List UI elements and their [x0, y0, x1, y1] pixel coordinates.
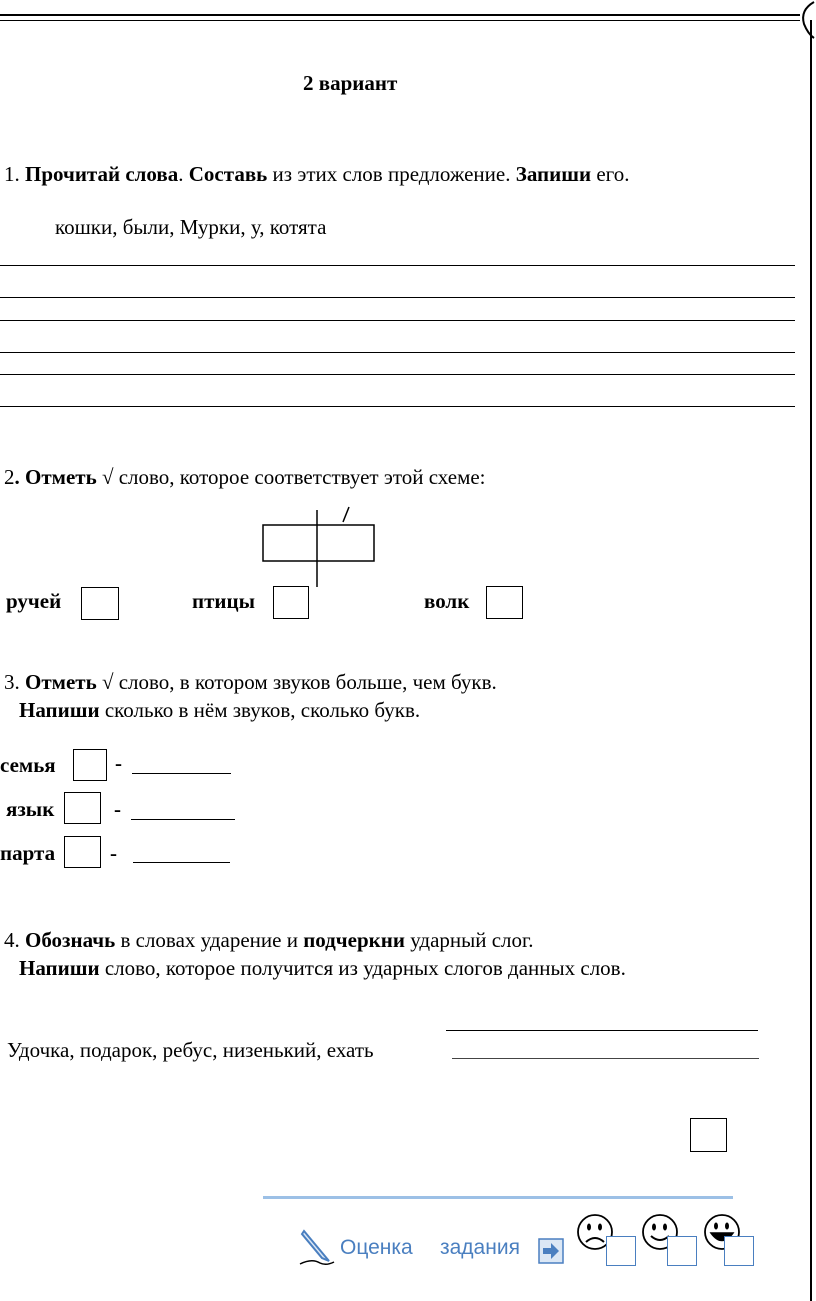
checkbox-ruchey[interactable]	[81, 587, 119, 620]
option-word-ptitsy: птицы	[192, 589, 256, 613]
option-word-volk: волк	[424, 589, 470, 613]
checkbox-parta[interactable]	[64, 836, 101, 868]
task4-number: 4.	[4, 928, 20, 952]
writing-line[interactable]	[0, 297, 795, 298]
task2-text: √ слово, которое соответствует этой схеме:	[101, 465, 486, 489]
footer-label-ocenka: Оценка	[340, 1236, 413, 1259]
task4-instruction-line2	[19, 956, 626, 981]
task3-text1: √ слово, в котором звуков больше, чем букв.	[101, 670, 497, 694]
answer-blank-semya[interactable]	[132, 773, 231, 774]
writing-line[interactable]	[0, 320, 795, 321]
footer-divider	[263, 1196, 733, 1199]
footer-label-zadaniya: задания	[440, 1236, 520, 1259]
dash: -	[114, 797, 121, 821]
task1-read-words: Прочитай слова	[25, 162, 179, 186]
task4-underline: подчеркни	[303, 928, 405, 952]
task4-mark-stress: Обозначь	[25, 928, 116, 952]
writing-line[interactable]	[0, 352, 795, 353]
answer-blank-parta[interactable]	[133, 862, 230, 863]
task3-mark: Отметь	[25, 670, 97, 694]
task4-instruction-line1	[4, 928, 534, 953]
writing-line[interactable]	[0, 374, 795, 375]
dash: -	[115, 751, 122, 775]
task1-instruction	[4, 162, 630, 187]
task4-write: Напиши	[19, 956, 100, 980]
page-curl-icon	[796, 0, 816, 40]
word-scheme-diagram	[255, 505, 385, 590]
page-border-top	[0, 14, 800, 21]
word-semya: семья	[0, 753, 56, 777]
rating-box-happy[interactable]	[724, 1236, 754, 1266]
task4-words: Удочка, подарок, ребус, низенький, ехать	[7, 1038, 374, 1062]
task2-instruction	[4, 465, 486, 490]
task4-text3: слово, которое получится из ударных слогов данных слов.	[104, 956, 626, 980]
option-word-ruchey: ручей	[6, 589, 62, 613]
checkbox-ptitsy[interactable]	[273, 586, 309, 619]
task1-dot: .	[178, 162, 184, 186]
task1-words: кошки, были, Мурки, у, котята	[55, 215, 327, 239]
checkbox-yazyk[interactable]	[64, 792, 101, 824]
task2-number: 2	[4, 465, 15, 489]
answer-line[interactable]	[452, 1058, 759, 1059]
task3-text2: сколько в нём звуков, сколько букв.	[104, 698, 421, 722]
task1-compose: Составь	[188, 162, 268, 186]
task3-instruction-line1	[4, 670, 497, 695]
score-box[interactable]	[690, 1118, 727, 1152]
answer-line-top[interactable]	[446, 1030, 758, 1031]
dash: -	[110, 841, 117, 865]
page-title: 2 вариант	[303, 71, 398, 95]
writing-line[interactable]	[0, 265, 795, 266]
task1-text2: из этих слов предложение.	[272, 162, 511, 186]
rating-box-sad[interactable]	[606, 1236, 636, 1266]
task4-text2: ударный слог.	[410, 928, 534, 952]
task4-text1: в словах ударение и	[120, 928, 298, 952]
task1-number: 1.	[4, 162, 20, 186]
word-yazyk: язык	[6, 797, 55, 821]
task1-write: Запиши	[515, 162, 592, 186]
answer-blank-yazyk[interactable]	[131, 819, 235, 820]
arrow-right-icon	[538, 1238, 564, 1264]
task3-write: Напиши	[19, 698, 100, 722]
word-parta: парта	[0, 841, 56, 865]
task2-mark: . Отметь	[14, 465, 97, 489]
page-border-right	[810, 20, 815, 1301]
checkbox-volk[interactable]	[486, 586, 523, 619]
task1-text3: его.	[596, 162, 630, 186]
checkbox-semya[interactable]	[73, 749, 107, 781]
writing-line[interactable]	[0, 406, 795, 407]
rating-box-smile[interactable]	[667, 1236, 697, 1266]
pencil-icon	[298, 1225, 338, 1267]
task3-instruction-line2	[19, 698, 420, 723]
task3-number: 3.	[4, 670, 20, 694]
